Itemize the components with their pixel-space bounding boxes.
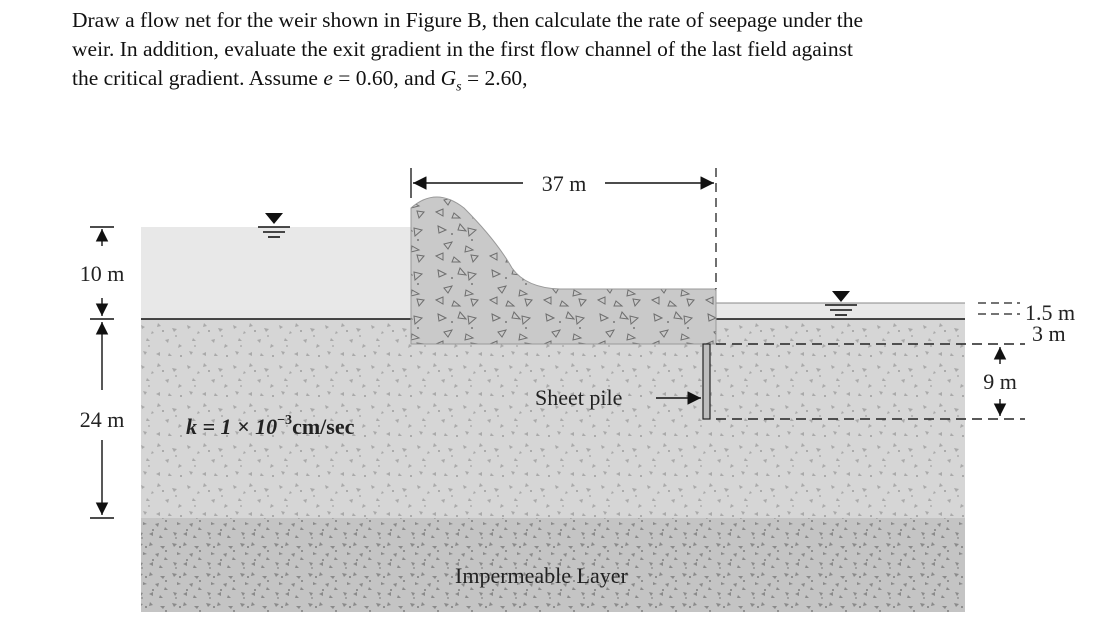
sheet-pile-depth-label: 9 m (983, 369, 1017, 394)
problem-line-2: weir. In addition, evaluate the exit gradient in the first flow channel of the last field against (72, 37, 853, 61)
specific-gravity-value: = 2.60, (461, 66, 528, 90)
weir-embedment-label: 3 m (1032, 321, 1066, 346)
void-ratio-symbol: e (323, 66, 333, 90)
specific-gravity-symbol: G (440, 66, 457, 90)
permeability-prefix: k = 1 × 10 (186, 414, 278, 439)
permeability-unit: cm/sec (292, 414, 355, 439)
headwater-depth-label: 10 m (79, 261, 125, 286)
void-ratio-value: = 0.60, and (332, 66, 441, 90)
permeability-exponent: −3 (277, 413, 293, 428)
problem-line-1: Draw a flow net for the weir shown in Figure B, then calculate the rate of seepage under the (72, 8, 864, 32)
permeability-label (186, 413, 355, 439)
headwater (141, 227, 411, 319)
impermeable-layer-label: Impermeable Layer (455, 563, 628, 588)
tailwater-depth-label: 1.5 m (1025, 300, 1076, 325)
weir-width-label: 37 m (541, 171, 587, 196)
soil-depth-label: 24 m (79, 407, 125, 432)
concrete-weir (411, 197, 716, 344)
problem-line-3-text: the critical gradient. Assume (72, 66, 318, 90)
specific-gravity-subscript: s (456, 79, 462, 95)
sheet-pile-label: Sheet pile (535, 385, 623, 410)
sheet-pile (703, 344, 710, 419)
